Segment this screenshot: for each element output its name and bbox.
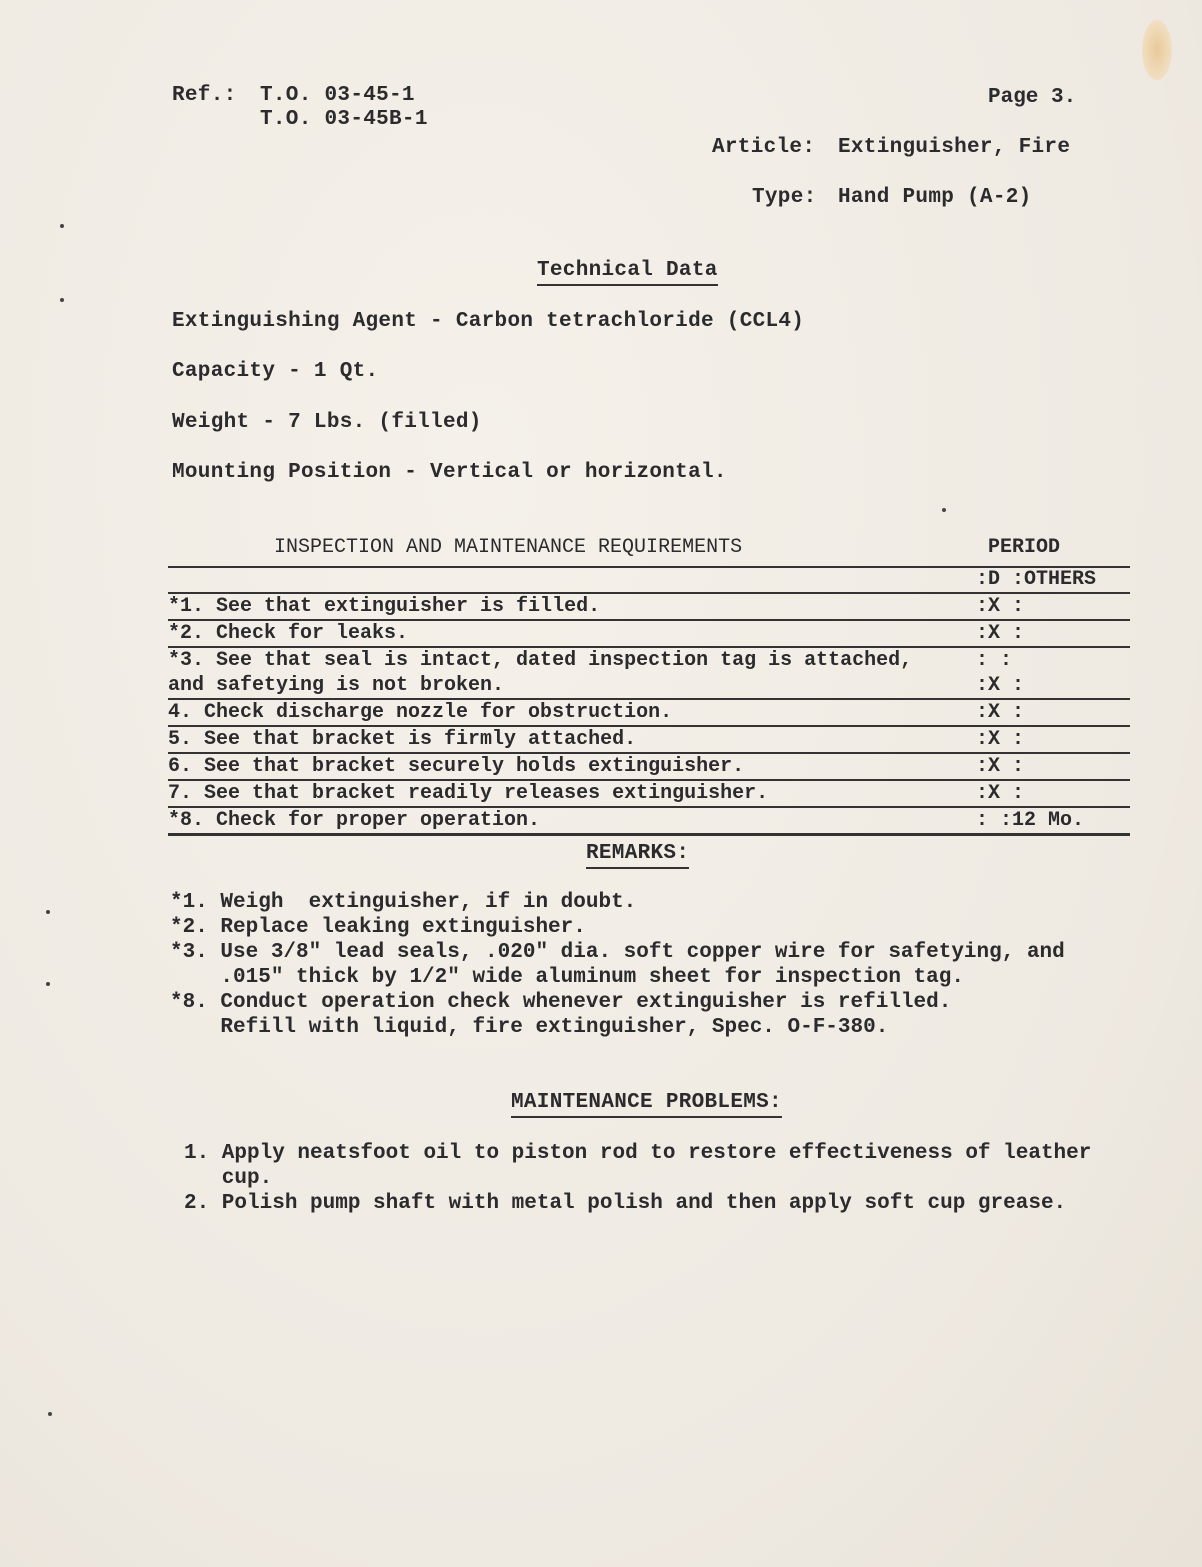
table-row [168, 725, 1130, 752]
speck [48, 1412, 52, 1416]
speck [46, 982, 50, 986]
requirement-text: *3. See that seal is intact, dated inspection tag is attached, [168, 649, 913, 672]
period-label: PERIOD [988, 536, 1061, 559]
remarks-list [170, 890, 1065, 1040]
list-item: 2. Polish pump shaft with metal polish and then apply soft cup grease. [184, 1192, 1067, 1215]
requirement-text: *1. See that extinguisher is filled. [168, 595, 601, 618]
list-item: *3. Use 3/8" lead seals, .020" dia. soft copper wire for safetying, and [170, 941, 1065, 964]
table-row [168, 779, 1130, 806]
table-row [168, 806, 1130, 833]
weight: Weight - 7 Lbs. (filled) [172, 411, 482, 434]
mounting-position: Mounting Position - Vertical or horizontal. [172, 461, 727, 484]
list-item: .015" thick by 1/2" wide aluminum sheet for inspection tag. [170, 966, 964, 989]
maintenance-problems-list [184, 1141, 1091, 1216]
page-number: Page 3. [988, 86, 1077, 109]
technical-data-heading: Technical Data [537, 259, 718, 286]
period-columns: :D :OTHERS [976, 568, 1097, 591]
period-mark: : : [976, 649, 1013, 672]
article-value: Extinguisher, Fire [838, 136, 1071, 159]
period-mark: :X : [976, 701, 1025, 724]
ref-label: Ref.: [172, 84, 237, 107]
requirement-text-continued: and safetying is not broken. [168, 674, 505, 697]
type-label: Type: [752, 186, 817, 209]
speck [46, 910, 50, 914]
remarks-heading: REMARKS: [586, 842, 689, 869]
requirement-text: 6. See that bracket securely holds extinguisher. [168, 755, 745, 778]
table-row [168, 592, 1130, 619]
extinguishing-agent: Extinguishing Agent - Carbon tetrachloride (CCL4) [172, 310, 805, 333]
speck [60, 298, 64, 302]
type-value: Hand Pump (A-2) [838, 186, 1032, 209]
ref-number-2: T.O. 03-45B-1 [260, 108, 428, 131]
requirement-text: 7. See that bracket readily releases extinguisher. [168, 782, 769, 805]
list-item: *2. Replace leaking extinguisher. [170, 916, 586, 939]
ref-number-1: T.O. 03-45-1 [260, 84, 415, 107]
table-header [168, 536, 1130, 566]
paper-stain [1142, 20, 1172, 80]
table-row [168, 752, 1130, 779]
list-item: 1. Apply neatsfoot oil to piston rod to restore effectiveness of leather [184, 1142, 1092, 1165]
list-item: cup. [184, 1167, 273, 1190]
period-mark: :X : [976, 674, 1025, 697]
list-item: Refill with liquid, fire extinguisher, Spec. O-F-380. [170, 1016, 889, 1039]
capacity: Capacity - 1 Qt. [172, 360, 379, 383]
table-bottom-rule [168, 833, 1130, 836]
list-item: *8. Conduct operation check whenever extinguisher is refilled. [170, 991, 952, 1014]
table-row [168, 619, 1130, 646]
requirement-text: 4. Check discharge nozzle for obstruction. [168, 701, 673, 724]
table-row [168, 698, 1130, 725]
maintenance-problems-heading: MAINTENANCE PROBLEMS: [511, 1091, 782, 1118]
period-mark: :X : [976, 728, 1025, 751]
requirement-text: *8. Check for proper operation. [168, 809, 541, 832]
requirement-text: *2. Check for leaks. [168, 622, 409, 645]
inspection-table [168, 536, 1130, 836]
table-row [168, 646, 1130, 698]
period-mark: :X : [976, 622, 1025, 645]
period-columns-row [168, 566, 1130, 592]
requirement-text: 5. See that bracket is firmly attached. [168, 728, 637, 751]
article-label: Article: [712, 136, 816, 159]
list-item: *1. Weigh extinguisher, if in doubt. [170, 891, 637, 914]
speck [942, 508, 946, 512]
period-mark: :X : [976, 595, 1025, 618]
table-title: INSPECTION AND MAINTENANCE REQUIREMENTS [274, 536, 743, 559]
period-mark: :X : [976, 755, 1025, 778]
period-mark: : :12 Mo. [976, 809, 1085, 832]
period-mark: :X : [976, 782, 1025, 805]
speck [60, 224, 64, 228]
